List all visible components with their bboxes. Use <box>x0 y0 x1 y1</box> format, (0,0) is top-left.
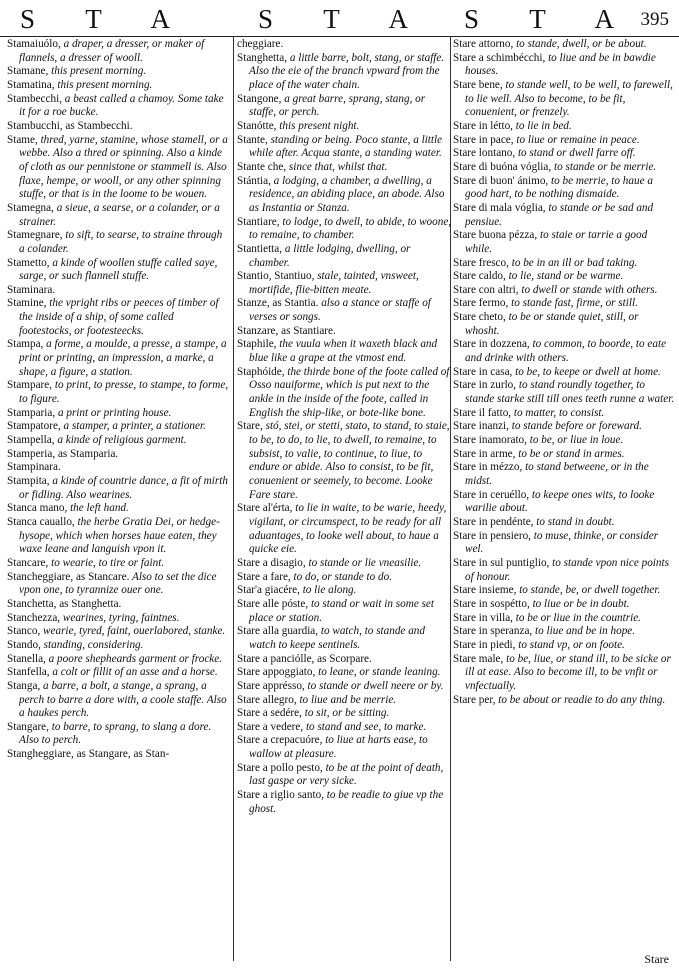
entry-headword: Stambecchi, <box>7 92 62 105</box>
entry-headword: Stare fermo, <box>453 297 509 310</box>
entry-headword: Stangheggiare, as Stangare, as Stan- <box>7 748 170 761</box>
entry-definition: to liue and be in bawdie houses. <box>465 51 656 78</box>
column-divider <box>233 36 234 961</box>
entry-definition: to stande, dwell, or be about. <box>513 38 647 50</box>
dictionary-entry <box>453 202 675 229</box>
entry-headword: Stare in sul puntiglio, <box>453 556 550 569</box>
entry-headword: Stare inanzi, <box>453 420 509 433</box>
entry-headword: Stanella, <box>7 652 46 665</box>
dictionary-entry <box>453 257 675 271</box>
entry-headword: Stare al'érta, <box>237 502 293 515</box>
entry-headword: Stare in dozzena, <box>453 338 530 351</box>
entry-definition: to stand roundly together, to stande starke still till ones teeth runne a water. <box>465 379 675 406</box>
dictionary-entry <box>237 161 452 175</box>
dictionary-entry <box>7 134 229 202</box>
entry-definition: the herbe Gratia Dei, or hedge-hysope, which when horses haue eaten, they waxe leane and languish vpon it. <box>19 515 220 556</box>
entry-definition: to lie in bed. <box>512 119 572 132</box>
catchword: Stare <box>644 952 669 966</box>
entry-headword: Stare in ceruéllo, <box>453 488 530 501</box>
page-number: 395 <box>640 9 669 30</box>
entry-definition: to stand and see, to marke. <box>303 720 427 733</box>
dictionary-column-middle <box>237 38 452 816</box>
running-head-left: S T A <box>20 4 193 34</box>
entry-headword: Stare di buóna vóglia, <box>453 160 552 173</box>
entry-headword: Stanca mano, <box>7 502 68 515</box>
dictionary-entry <box>453 653 675 694</box>
entry-definition: a kinde of religious garment. <box>54 434 187 447</box>
entry-headword: Stantiare, <box>237 215 280 228</box>
entry-headword: Stare a disagio, <box>237 556 306 569</box>
dictionary-entry <box>7 338 229 379</box>
dictionary-entry <box>453 420 675 434</box>
dictionary-entry <box>237 270 452 297</box>
entry-headword: Stare a crepacuóre, <box>237 734 323 747</box>
dictionary-entry <box>237 762 452 789</box>
dictionary-entry <box>453 284 675 298</box>
dictionary-entry <box>453 434 675 448</box>
dictionary-entry <box>237 680 452 694</box>
dictionary-entry <box>453 407 675 421</box>
entry-headword: Stare in mézzo, <box>453 461 523 474</box>
entry-definition: this present night. <box>276 119 360 132</box>
entry-headword: Stangare, <box>7 720 49 733</box>
entry-headword: Stampare, <box>7 379 53 392</box>
dictionary-entry <box>453 694 675 708</box>
entry-headword: Stampella, <box>7 434 55 447</box>
entry-headword: Stare fresco, <box>453 256 509 269</box>
entry-definition: to liue or remaine in peace. <box>513 133 640 146</box>
dictionary-entry <box>237 175 452 216</box>
entry-definition: Also to set the dice vpon one, to tyrannize ouer one. <box>19 570 217 597</box>
dictionary-entry <box>7 598 229 612</box>
dictionary-entry <box>7 516 229 557</box>
dictionary-entry <box>453 461 675 488</box>
entry-headword: Stamatina, <box>7 78 55 91</box>
dictionary-entry <box>453 448 675 462</box>
entry-headword: Stare a sedére, <box>237 707 302 720</box>
dictionary-entry <box>237 666 452 680</box>
entry-definition: to stande fast, firme, or still. <box>508 297 638 310</box>
entry-definition: to matter, to consist. <box>511 406 605 419</box>
entry-definition: this present morning. <box>54 78 153 91</box>
dictionary-entry <box>453 489 675 516</box>
dictionary-entry <box>7 79 229 93</box>
entry-headword: Stamaiuólo, <box>7 38 61 50</box>
entry-definition: the vpright ribs or peeces of timber of the inside of a ship, of some called footestocks, or footesteecks. <box>19 297 219 337</box>
dictionary-entry <box>453 625 675 639</box>
dictionary-entry <box>237 325 452 339</box>
dictionary-entry <box>453 134 675 148</box>
dictionary-entry <box>7 407 229 421</box>
entry-definition: stale, tainted, vnsweet, mortifide, flie-bitten meate. <box>249 270 419 296</box>
entry-definition: to be at the point of death, last gaspe or very sicke. <box>249 761 444 788</box>
entry-definition: to sit, or be sitting. <box>301 707 390 720</box>
dictionary-entry <box>7 653 229 667</box>
entry-definition: to sift, to searse, to straine through a colander. <box>19 229 223 255</box>
entry-definition: a little barre, bolt, stang, or staffe. Also the eie of the branch vpward from the place of the water chain. <box>249 51 445 91</box>
dictionary-entry <box>237 134 452 161</box>
entry-definition: standing or being. Poco stante, a little while after. Acqua stante, a standing water. <box>249 133 443 160</box>
dictionary-entry <box>237 653 452 667</box>
entry-headword: Stare attorno, <box>453 38 514 50</box>
entry-definition: to stande before or foreward. <box>508 420 642 433</box>
dictionary-entry <box>7 625 229 639</box>
entry-headword: Stare alle póste, <box>237 597 309 610</box>
entry-definition: to be or stande quiet, still, or whosht. <box>465 311 639 337</box>
dictionary-entry <box>453 557 675 584</box>
entry-definition: to do, or stande to do. <box>290 570 393 583</box>
entry-headword: Stanchetta, as Stanghetta. <box>7 597 122 610</box>
entry-headword: Stanchezza, <box>7 611 61 624</box>
dictionary-entry <box>453 584 675 598</box>
entry-headword: Stamane, <box>7 65 49 78</box>
entry-definition: to print, to presse, to stampe, to forme, to figure. <box>19 379 229 406</box>
entry-headword: Stametto, <box>7 256 50 269</box>
entry-definition: the vuula when it waxeth black and blue like a grape at the vtmost end. <box>249 338 438 365</box>
entry-definition: a kinde of countrie dance, a fit of mirth or fidling. Also wearines. <box>19 475 228 501</box>
dictionary-entry <box>237 598 452 625</box>
dictionary-entry <box>237 502 452 557</box>
entry-headword: Stanzare, as Stantiare. <box>237 324 336 337</box>
dictionary-entry <box>237 420 452 502</box>
entry-headword: Stante, <box>237 133 268 146</box>
dictionary-entry <box>7 229 229 256</box>
entry-definition: to be or liue in the countrie. <box>512 611 641 624</box>
dictionary-entry <box>237 625 452 652</box>
dictionary-entry <box>453 379 675 406</box>
entry-headword: Stame, <box>7 133 38 146</box>
dictionary-entry <box>453 229 675 256</box>
entry-definition: this present morning. <box>48 65 147 78</box>
dictionary-entry <box>237 120 452 134</box>
dictionary-entry <box>237 571 452 585</box>
entry-headword: Stare con altri, <box>453 283 519 296</box>
entry-definition: to stande or be merrie. <box>551 160 657 173</box>
entry-definition: to lie along. <box>299 584 357 597</box>
entry-headword: Stare male, <box>453 652 504 665</box>
dictionary-entry <box>237 789 452 816</box>
dictionary-entry <box>7 38 229 65</box>
dictionary-entry <box>453 366 675 380</box>
dictionary-entry <box>7 571 229 598</box>
entry-headword: Stare per, <box>453 693 496 706</box>
dictionary-entry <box>453 175 675 202</box>
entry-headword: Stare in piedi, <box>453 638 516 651</box>
entry-definition: wearines, tyring, faintnes. <box>60 611 180 624</box>
entry-definition: to lie in waite, to be warie, heedy, vigilant, or circumspect, to be ready for all aduantages, to looke well about, to haue a quicke eie. <box>249 502 447 556</box>
entry-headword: Stambucchi, as Stambecchi. <box>7 119 133 132</box>
entry-definition: to be, or liue in loue. <box>526 434 624 447</box>
dictionary-entry <box>7 557 229 571</box>
entry-definition: to liue and be merrie. <box>296 693 397 706</box>
entry-definition: a stamper, a printer, a stationer. <box>60 420 206 433</box>
entry-definition: to watch, to stande and watch to keepe sentinels. <box>249 625 425 651</box>
dictionary-entry <box>237 338 452 365</box>
entry-headword: Stare bene, <box>453 78 503 91</box>
entry-definition: a print or printing house. <box>55 406 172 419</box>
entry-headword: Stangone, <box>237 92 282 105</box>
entry-definition: to leane, or stande leaning. <box>315 666 441 679</box>
dictionary-entry <box>7 297 229 338</box>
entry-headword: Stare a fare, <box>237 570 291 583</box>
dictionary-entry <box>453 311 675 338</box>
entry-headword: Stanghetta, <box>237 51 288 64</box>
entry-headword: cheggiare. <box>237 38 284 50</box>
entry-definition: to liue and be in hope. <box>532 625 636 638</box>
entry-definition: to be, liue, or stand ill, to be sicke or ill at ease. Also to become ill, to be vnfit or vnfectually. <box>465 652 671 692</box>
dictionary-entry <box>453 38 675 52</box>
entry-headword: Staphile, <box>237 338 277 351</box>
entry-definition: to wearie, to tire or faint. <box>48 556 165 569</box>
entry-headword: Stare a riglio santo, <box>237 789 324 802</box>
entry-headword: Stare buona pézza, <box>453 229 538 242</box>
entry-headword: Stampa, <box>7 338 44 351</box>
dictionary-entry <box>7 639 229 653</box>
entry-headword: Stare a schimbécchi, <box>453 51 546 64</box>
entry-definition: to stand vp, or on foote. <box>515 638 625 651</box>
entry-headword: Star'a giacére, <box>237 584 300 597</box>
dictionary-entry <box>453 297 675 311</box>
entry-definition: to dwell or stande with others. <box>518 283 658 296</box>
entry-definition: a barre, a bolt, a stange, a sprang, a perch to barre a dore with, a coole staffe. Also a haukes perch. <box>19 679 227 720</box>
entry-definition: to stande, be, or dwell together. <box>516 584 661 597</box>
entry-headword: Stare in arme, <box>453 447 516 460</box>
dictionary-entry <box>237 216 452 243</box>
entry-headword: Stare in létto, <box>453 119 513 132</box>
entry-headword: Staphóide, <box>237 365 285 378</box>
entry-headword: Stamegnare, <box>7 229 63 242</box>
dictionary-entry <box>453 270 675 284</box>
entry-definition: thred, yarne, stamine, whose stamell, or a webbe. Also a thred or spinning. Also a kinde of cloth as our pennistone or stammell is. Also flaxe, hempe, or wooll, or any other spinning stuffe, or that is in the loome to be wouen. <box>19 133 228 201</box>
entry-definition: a beast called a chamoy. Some take it for a roe bucke. <box>19 92 224 119</box>
entry-definition: the thirde bone of the foote called of Osso nauiforme, which is put next to the ankle in the inside of the foote, called in English the ship-like, or bote-like bone. <box>249 365 450 419</box>
entry-headword: Stare lontano, <box>453 147 516 160</box>
dictionary-entry <box>7 202 229 229</box>
entry-headword: Stare a vedere, <box>237 720 304 733</box>
entry-headword: Stare caldo, <box>453 270 506 283</box>
dictionary-entry <box>237 93 452 120</box>
entry-headword: Stanco, <box>7 625 41 638</box>
entry-headword: Stare a panciólle, as Scorpare. <box>237 652 372 665</box>
entry-definition: stó, stei, or stetti, stato, to stand, to staie, to be, to do, to lie, to dwell, to remaine, to subsist, to valie, to continue, to liue, to endure or abide. Also to consist, to be fit, conuenient or seemely, to become. Looke Fare stare. <box>249 420 450 501</box>
entry-definition: the left hand. <box>67 502 129 515</box>
entry-headword: Stare in villa, <box>453 611 513 624</box>
dictionary-entry <box>237 584 452 598</box>
entry-definition: since that, whilst that. <box>286 160 388 173</box>
entry-headword: Stare in pendénte, <box>453 515 534 528</box>
entry-definition: a forme, a moulde, a presse, a stampe, a print or printing, an impression, a marke, a shape, a figure, a station. <box>19 338 227 378</box>
dictionary-entry <box>453 612 675 626</box>
entry-headword: Stare apprésso, <box>237 679 305 692</box>
dictionary-entry <box>7 680 229 721</box>
entry-definition: to stande or be sad and pensiue. <box>465 201 654 228</box>
entry-headword: Stare in casa, <box>453 365 513 378</box>
entry-headword: Stare a pollo pesto, <box>237 761 323 774</box>
entry-headword: Stare in zurlo, <box>453 379 517 392</box>
entry-headword: Stantietta, <box>237 242 283 255</box>
dictionary-entry <box>7 379 229 406</box>
entry-definition: a great barre, sprang, stang, or staffe, or perch. <box>249 92 426 119</box>
entry-headword: Stare cheto, <box>453 311 506 324</box>
entry-headword: Stare il fatto, <box>453 406 512 419</box>
entry-definition: to stande or lie vneasilie. <box>305 556 422 569</box>
dictionary-entry <box>7 502 229 516</box>
dictionary-entry <box>237 707 452 721</box>
dictionary-column-right <box>453 38 675 707</box>
entry-headword: Stare in pace, <box>453 133 514 146</box>
dictionary-entry <box>453 639 675 653</box>
dictionary-entry <box>7 93 229 120</box>
entry-definition: to be merrie, to haue a good hart, to be nothing dismaide. <box>465 174 653 201</box>
dictionary-entry <box>237 557 452 571</box>
entry-headword: Stancheggiare, as Stancare. <box>7 570 130 583</box>
dictionary-entry <box>237 694 452 708</box>
entry-definition: to be, to keepe or dwell at home. <box>512 365 661 378</box>
entry-headword: Stare allegro, <box>237 693 297 706</box>
entry-headword: Stando, <box>7 638 41 651</box>
entry-definition: to keepe ones wits, to looke warilie about. <box>465 488 655 515</box>
entry-definition: to stand in doubt. <box>533 515 615 528</box>
entry-definition: to staie or tarrie a good while. <box>465 229 648 255</box>
dictionary-entry <box>7 448 229 462</box>
entry-headword: Stampita, <box>7 475 50 487</box>
entry-definition: a kinde of woollen stuffe called saye, sarge, or such flannell stuffe. <box>19 256 218 283</box>
running-header <box>0 0 679 37</box>
dictionary-entry <box>7 257 229 284</box>
entry-headword: Stanze, as Stantia. <box>237 297 319 310</box>
dictionary-entry <box>453 52 675 79</box>
entry-definition: a little lodging, dwelling, or chamber. <box>249 242 411 269</box>
entry-headword: Stamegna, <box>7 201 54 214</box>
entry-headword: Stante che, <box>237 160 287 173</box>
entry-definition: to liue or be in doubt. <box>529 597 630 610</box>
entry-headword: Stanga, <box>7 679 41 692</box>
dictionary-entry <box>237 721 452 735</box>
entry-headword: Stamperia, as Stamparia. <box>7 447 119 460</box>
entry-definition: wearie, tyred, faint, ouerlabored, stanke. <box>40 625 226 638</box>
dictionary-entry <box>7 666 229 680</box>
entry-headword: Stare insieme, <box>453 584 517 597</box>
dictionary-entry <box>453 598 675 612</box>
entry-headword: Stare in pensiero, <box>453 529 531 542</box>
dictionary-entry <box>7 721 229 748</box>
entry-definition: to be in an ill or bad taking. <box>508 256 638 269</box>
entry-headword: Stántia, <box>237 174 271 187</box>
dictionary-entry <box>453 338 675 365</box>
dictionary-entry <box>7 612 229 626</box>
entry-headword: Stare inamorato, <box>453 434 527 447</box>
entry-definition: a poore shepheards garment or frocke. <box>45 652 223 665</box>
dictionary-entry <box>7 284 229 298</box>
dictionary-entry <box>453 120 675 134</box>
entry-headword: Stare, <box>237 420 263 433</box>
dictionary-entry <box>7 120 229 134</box>
entry-definition: to stand betweene, or in the midst. <box>465 461 649 487</box>
entry-definition: to lodge, to dwell, to abide, to woone, to remaine, to chamber. <box>249 215 452 242</box>
entry-headword: Stare in sospétto, <box>453 597 530 610</box>
entry-headword: Stare di buon' ánimo, <box>453 174 549 187</box>
entry-headword: Stancare, <box>7 556 49 569</box>
entry-headword: Stanótte, <box>237 119 277 132</box>
dictionary-column-left <box>7 38 229 762</box>
dictionary-entry <box>7 748 229 762</box>
entry-definition: to stand or dwell farre off. <box>515 147 636 160</box>
entry-headword: Stamparia, <box>7 406 56 419</box>
entry-headword: Stare alla guardia, <box>237 625 319 638</box>
entry-headword: Stampatore, <box>7 420 61 433</box>
entry-definition: to muse, thinke, or consider wel. <box>465 529 659 556</box>
dictionary-entry <box>237 297 452 324</box>
entry-definition: also a stance or staffe of verses or songs. <box>249 297 431 324</box>
entry-definition: to stande vpon nice points of honour. <box>465 556 669 583</box>
entry-definition: to barre, to sprang, to slang a dore. Also to perch. <box>19 720 212 747</box>
dictionary-entry <box>237 38 452 52</box>
dictionary-entry <box>453 79 675 120</box>
entry-headword: Stampinara. <box>7 461 61 474</box>
dictionary-entry <box>453 516 675 530</box>
dictionary-entry <box>7 65 229 79</box>
entry-headword: Staminara. <box>7 283 56 296</box>
entry-headword: Stare appoggiato, <box>237 666 316 679</box>
entry-definition: to be about or readie to do any thing. <box>495 693 666 706</box>
entry-definition: to stand or wait in some set place or station. <box>249 597 435 624</box>
entry-definition: a draper, a dresser, or maker of flannels, a dresser of wooll. <box>19 38 205 64</box>
entry-definition: a sieue, a searse, or a colander, or a strainer. <box>19 201 220 228</box>
dictionary-entry <box>7 420 229 434</box>
dictionary-entry <box>453 530 675 557</box>
entry-definition: a lodging, a chamber, a dwelling, a residence, an abiding place, an abode. Also as Instantia or Stanza. <box>249 174 445 214</box>
dictionary-entry <box>237 366 452 421</box>
dictionary-entry <box>7 461 229 475</box>
entry-definition: to lie, stand or be warme. <box>505 270 624 283</box>
dictionary-entry <box>7 434 229 448</box>
running-head-right: S T A <box>464 4 637 34</box>
running-head-center: S T A <box>258 4 431 34</box>
entry-headword: Stare in speranza, <box>453 625 533 638</box>
entry-definition: a colt or fillit of an asse and a horse. <box>49 666 218 679</box>
entry-definition: to be or stand in armes. <box>515 447 625 460</box>
entry-headword: Stamine, <box>7 297 47 310</box>
entry-definition: to common, to boorde, to eate and drinke with others. <box>465 338 667 365</box>
entry-definition: to liue at harts ease, to wallow at pleasure. <box>249 734 428 761</box>
dictionary-entry <box>7 475 229 502</box>
entry-headword: Stanca cauallo, <box>7 515 75 528</box>
entry-definition: to stande well, to be well, to farewell, to lie well. Also to become, to be fit, conuenient, or frenzely. <box>465 78 673 119</box>
entry-definition: to be readie to giue vp the ghost. <box>249 789 444 815</box>
dictionary-entry <box>237 52 452 93</box>
entry-definition: to stande or dwell neere or by. <box>304 679 444 692</box>
dictionary-entry <box>453 147 675 161</box>
entry-definition: standing, considering. <box>40 638 144 651</box>
dictionary-entry <box>237 243 452 270</box>
entry-headword: Stare di mala vóglia, <box>453 201 546 214</box>
dictionary-entry <box>453 161 675 175</box>
entry-headword: Stanfella, <box>7 666 50 679</box>
dictionary-entry <box>237 734 452 761</box>
entry-headword: Stantio, Stantiuo, <box>237 270 315 283</box>
